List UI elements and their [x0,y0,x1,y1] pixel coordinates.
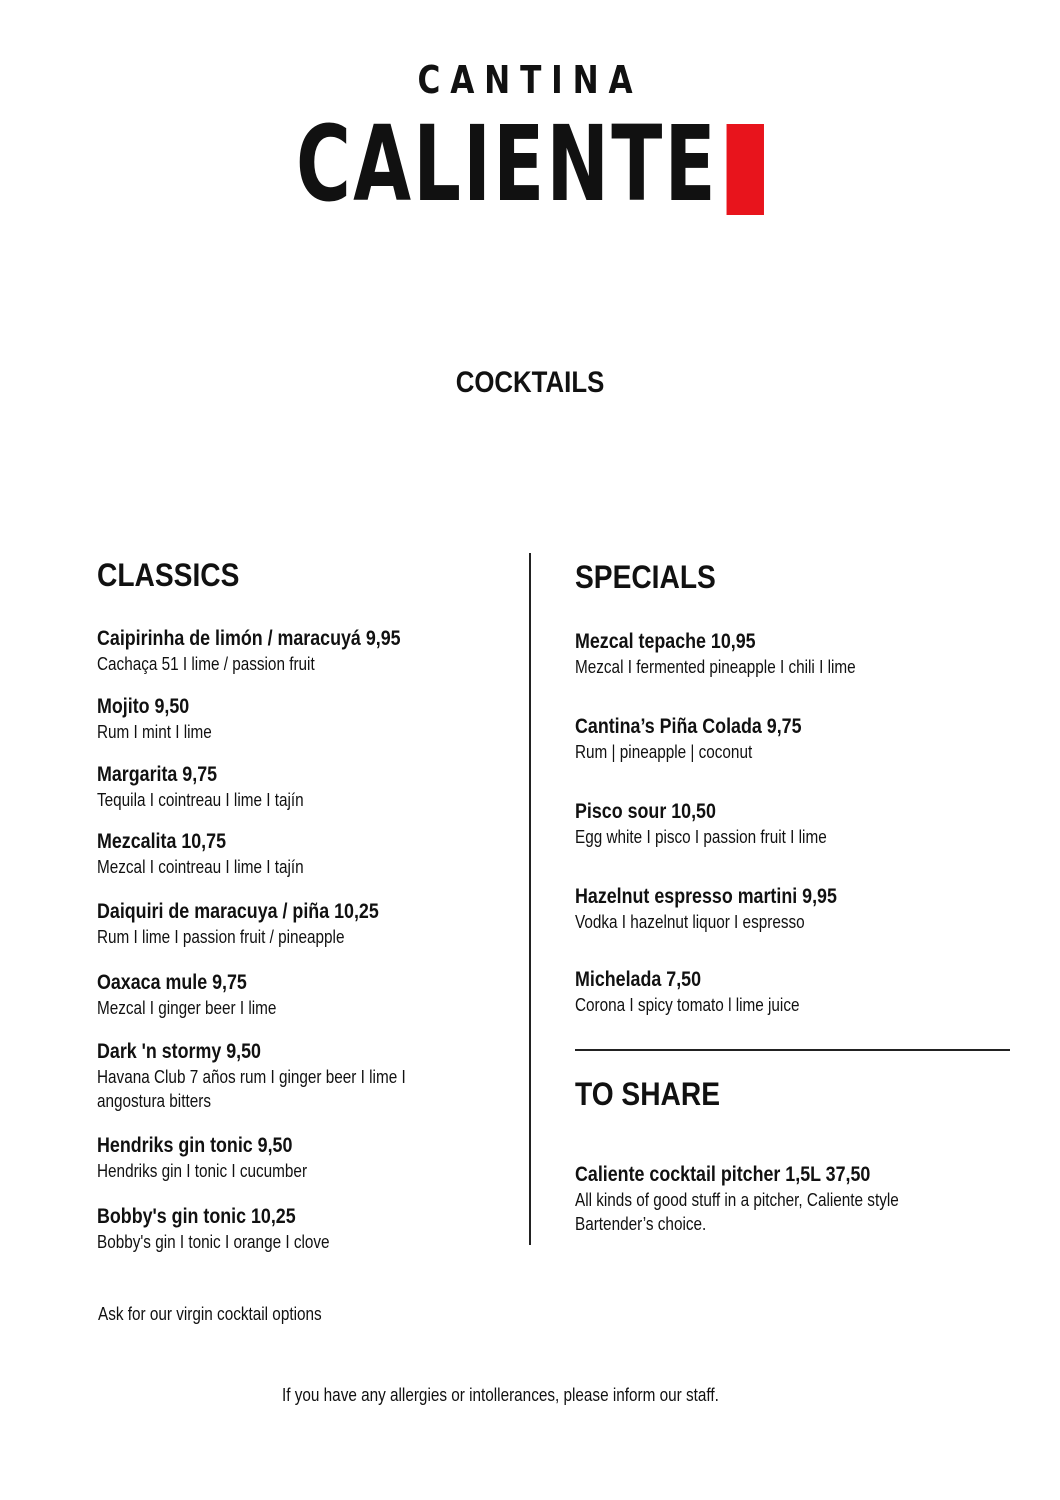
item-desc: Rum | pineapple | coconut [575,742,753,762]
menu-item [97,829,527,879]
menu-item [97,970,527,1020]
to-share-heading: TO SHARE [575,1076,720,1112]
section-divider [575,1049,1010,1051]
item-desc: Rum I lime I passion fruit / pineapple [97,927,345,947]
brand-top-word: CANTINA [417,58,643,102]
item-desc: Tequila I cointreau I lime I tajín [97,790,304,810]
menu-item [97,762,527,812]
brand-main-text: CALIENTE [296,103,718,225]
menu-item [575,967,1005,1017]
item-name: Daiquiri de maracuya / piña 10,25 [97,900,379,923]
item-name: Caliente cocktail pitcher 1,5L 37,50 [575,1163,871,1186]
column-divider [529,553,531,1245]
item-name: Mojito 9,50 [97,695,190,718]
item-desc: Mezcal I fermented pineapple I chili I lime [575,657,856,677]
item-name: Michelada 7,50 [575,968,702,991]
virgin-note: Ask for our virgin cocktail options [98,1304,322,1324]
item-name: Caipirinha de limón / maracuyá 9,95 [97,627,401,650]
item-name: Dark 'n stormy 9,50 [97,1040,261,1063]
item-name: Mezcal tepache 10,95 [575,630,756,653]
menu-item [575,884,1005,934]
menu-item [97,1039,527,1113]
item-name: Hazelnut espresso martini 9,95 [575,885,837,908]
item-name: Hendriks gin tonic 9,50 [97,1134,293,1157]
menu-item [575,1162,1005,1236]
item-desc: Rum I mint I lime [97,722,212,742]
item-desc: Bobby's gin I tonic I orange I clove [97,1232,330,1252]
item-name: Mezcalita 10,75 [97,830,227,853]
menu-item [575,799,1005,849]
specials-heading: SPECIALS [575,559,716,595]
allergy-note: If you have any allergies or intollerances, please inform our staff. [282,1385,719,1405]
brand-main-word [296,103,764,225]
item-desc: Vodka I hazelnut liquor I espresso [575,912,805,932]
item-name: Bobby's gin tonic 10,25 [97,1205,296,1228]
item-name: Margarita 9,75 [97,763,218,786]
item-desc: Mezcal I cointreau I lime I tajín [97,857,304,877]
menu-item [575,629,1005,679]
menu-item [97,899,527,949]
item-desc: Havana Club 7 años rum I ginger beer I lime I angostura bitters [97,1067,406,1111]
item-name: Cantina’s Piña Colada 9,75 [575,715,802,738]
menu-item [97,694,527,744]
item-desc: All kinds of good stuff in a pitcher, Caliente style [575,1190,899,1210]
item-desc-secondary: Bartender’s choice. [575,1214,707,1234]
item-desc: Egg white I pisco I passion fruit I lime [575,827,827,847]
item-desc: Corona I spicy tomato l lime juice [575,995,800,1015]
menu-item [97,626,527,676]
item-name: Pisco sour 10,50 [575,800,716,823]
item-desc: Mezcal I ginger beer I lime [97,998,277,1018]
menu-item [97,1204,527,1254]
menu-item [575,714,1005,764]
classics-heading: CLASSICS [97,557,240,593]
brand-logo [0,103,1060,225]
brand-accent-block [727,124,764,215]
item-desc: Hendriks gin I tonic I cucumber [97,1161,308,1181]
page-title: COCKTAILS [455,366,605,399]
item-name: Oaxaca mule 9,75 [97,971,247,994]
item-desc: Cachaça 51 I lime / passion fruit [97,654,315,674]
menu-item [97,1133,527,1183]
